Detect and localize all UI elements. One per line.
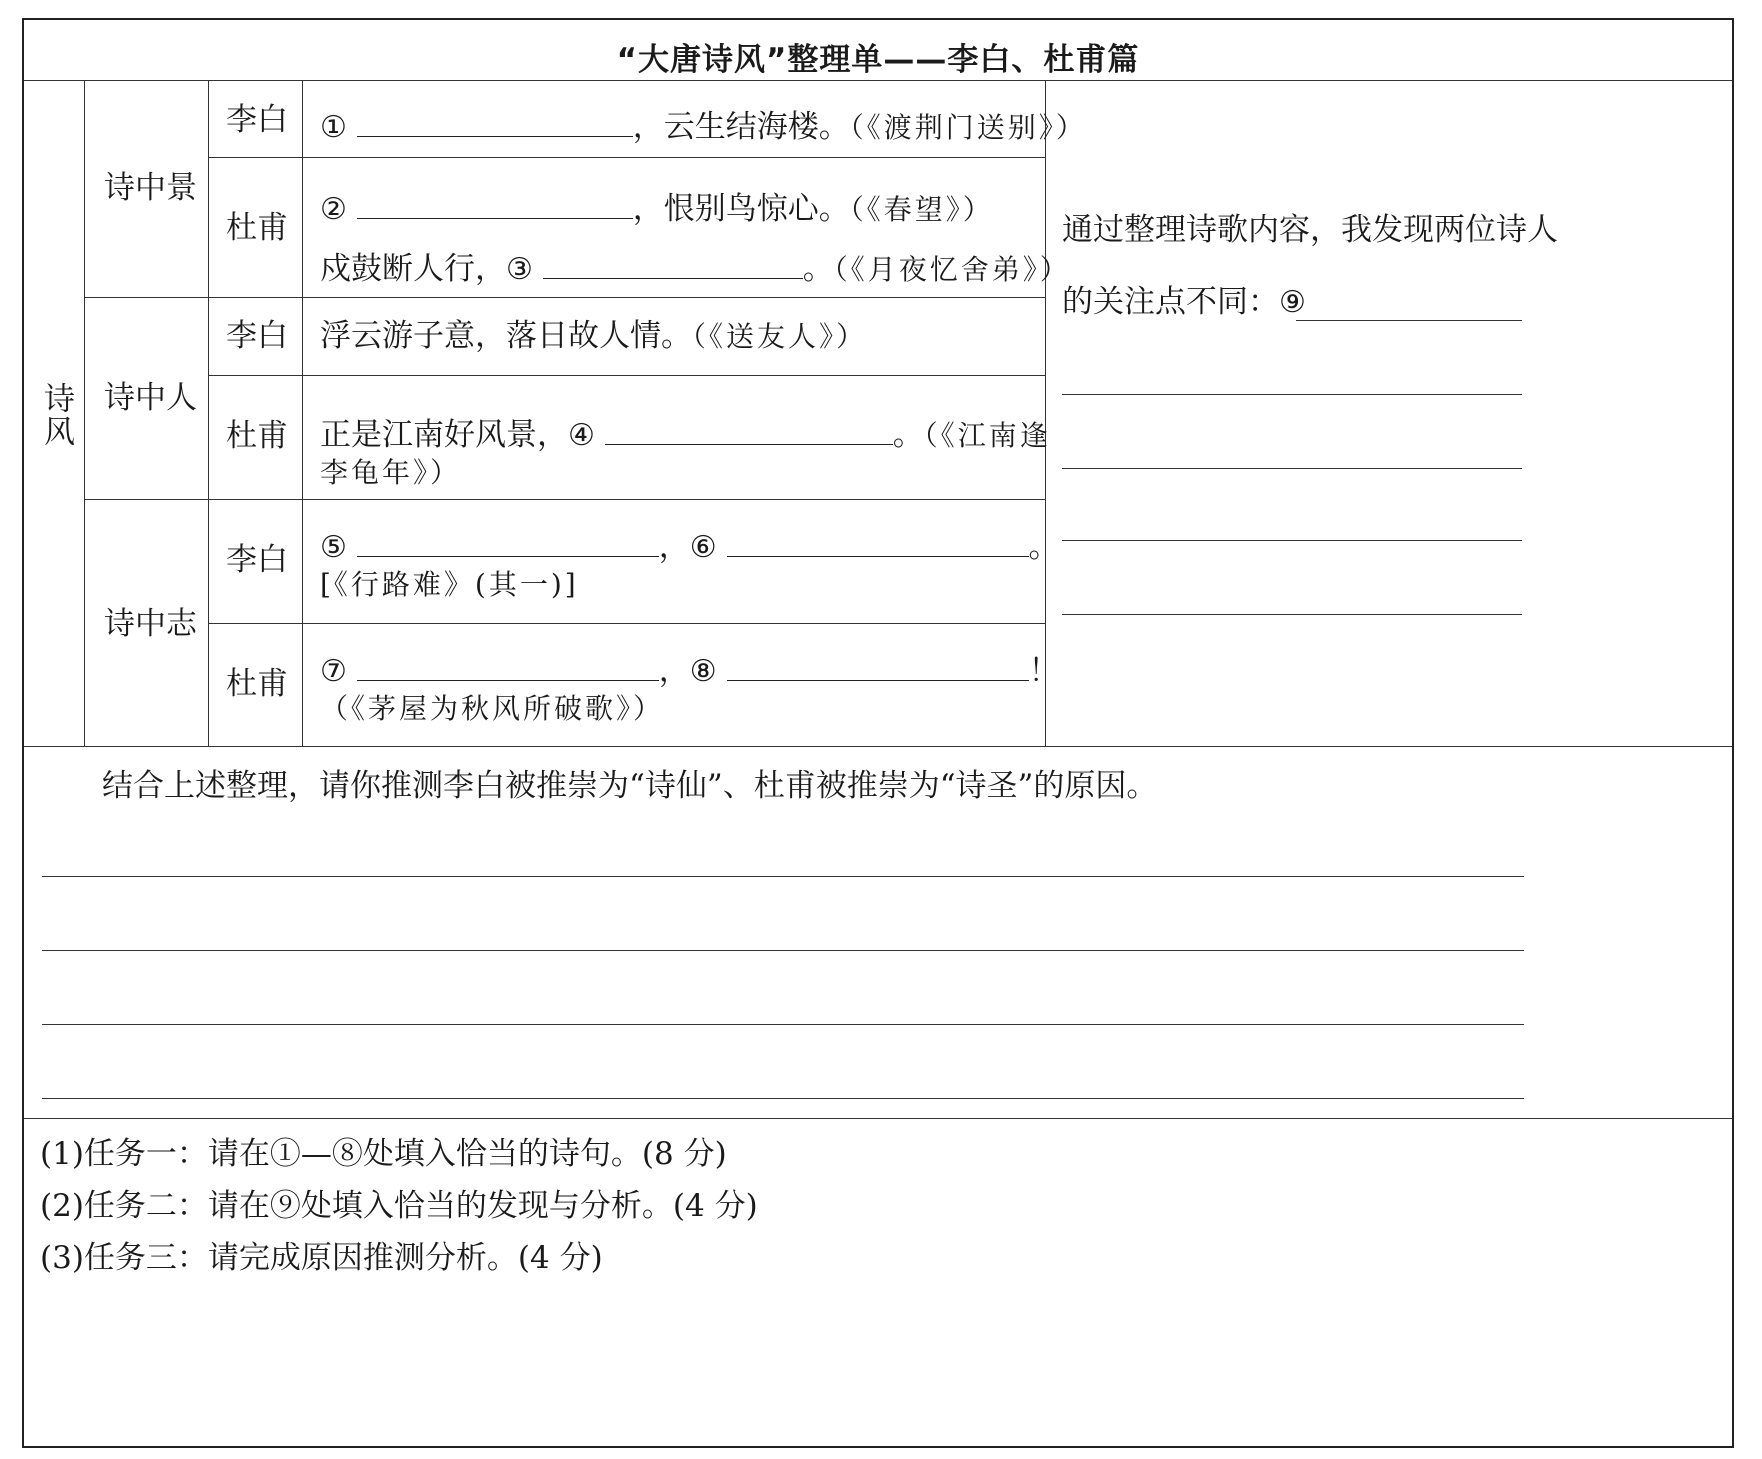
answer-line[interactable] bbox=[42, 1024, 1524, 1025]
answer-blank-6[interactable] bbox=[727, 528, 1029, 557]
answer-line[interactable] bbox=[1062, 540, 1522, 541]
column-divider bbox=[1045, 80, 1046, 746]
section-divider bbox=[84, 499, 1045, 500]
row-divider bbox=[208, 623, 1045, 624]
column-divider bbox=[208, 80, 209, 746]
question-text: 结合上述整理，请你推测李白被推崇为“诗仙”、杜甫被推崇为“诗圣”的原因。 bbox=[102, 768, 1158, 804]
verse-text: 。 bbox=[802, 251, 834, 287]
section-label-people: 诗中人 bbox=[104, 380, 197, 416]
poem-source-continued: 李龟年》） bbox=[320, 456, 462, 489]
blank-number: ① bbox=[320, 110, 347, 145]
table-bottom-divider bbox=[24, 746, 1732, 747]
row-li-scenery bbox=[320, 108, 1087, 146]
poet-label-du: 杜甫 bbox=[226, 418, 288, 454]
row-du-aspiration bbox=[320, 652, 1060, 690]
title-divider bbox=[24, 80, 1732, 81]
answer-blank-3[interactable] bbox=[543, 250, 803, 279]
row-divider bbox=[208, 157, 1045, 158]
answer-blank-8[interactable] bbox=[727, 652, 1029, 681]
right-prompt-line2 bbox=[1062, 284, 1306, 321]
verse-text: ，恨别鸟惊心。 bbox=[632, 191, 850, 227]
answer-blank-2[interactable] bbox=[357, 190, 633, 219]
worksheet-frame bbox=[22, 18, 1734, 1448]
blank-number: ③ bbox=[506, 252, 533, 287]
poet-label-li: 李白 bbox=[226, 102, 288, 138]
answer-line[interactable] bbox=[1062, 614, 1522, 615]
poet-label-du: 杜甫 bbox=[226, 210, 288, 246]
answer-line[interactable] bbox=[42, 950, 1524, 951]
answer-blank-5[interactable] bbox=[357, 528, 659, 557]
answer-blank-1[interactable] bbox=[357, 108, 633, 137]
blank-number: ⑥ bbox=[689, 530, 717, 565]
section-label-aspiration: 诗中志 bbox=[104, 606, 197, 642]
side-label-text: 诗风 bbox=[38, 382, 74, 448]
poet-label-du: 杜甫 bbox=[226, 666, 288, 702]
blank-number: ④ bbox=[568, 418, 595, 453]
verse-text: 。 bbox=[892, 417, 924, 453]
blank-number: ⑨ bbox=[1279, 285, 1306, 320]
blank-number: ⑤ bbox=[320, 530, 347, 565]
answer-line[interactable] bbox=[1062, 468, 1522, 469]
verse-text: 浮云游子意，落日故人情。 bbox=[320, 318, 692, 354]
worksheet-title: “大唐诗风”整理单——李白、杜甫篇 bbox=[616, 42, 1140, 78]
poem-source: （《江南逢 bbox=[923, 419, 1051, 452]
tasks-divider bbox=[24, 1118, 1732, 1119]
poem-source: [《行路难》(其一)] bbox=[320, 568, 579, 601]
verse-text: 正是江南好风景， bbox=[320, 417, 568, 453]
poem-source: （《渡荆门送别》） bbox=[849, 111, 1087, 144]
verse-text: ，云生结海楼。 bbox=[632, 109, 850, 145]
poem-source: （《春望》） bbox=[849, 193, 994, 226]
answer-blank-7[interactable] bbox=[357, 652, 659, 681]
column-divider bbox=[302, 80, 303, 746]
poem-source: （《月夜忆舍弟》） bbox=[833, 253, 1071, 286]
poet-label-li: 李白 bbox=[226, 318, 288, 354]
verse-text: ， bbox=[658, 653, 690, 689]
row-divider bbox=[208, 375, 1045, 376]
row-du-scenery-a bbox=[320, 190, 994, 228]
side-label bbox=[37, 382, 74, 448]
answer-line[interactable] bbox=[42, 1098, 1524, 1099]
blank-number: ② bbox=[320, 192, 347, 227]
row-li-people bbox=[320, 318, 867, 355]
right-prompt-text: 的关注点不同： bbox=[1062, 284, 1279, 320]
verse-text: 。 bbox=[1028, 529, 1060, 565]
poem-source: （《送友人》） bbox=[692, 320, 868, 353]
answer-line-9[interactable] bbox=[1296, 320, 1522, 321]
task-1: (1)任务一：请在①—⑧处填入恰当的诗句。(8 分) bbox=[40, 1136, 727, 1172]
verse-text: 戍鼓断人行， bbox=[320, 251, 506, 287]
right-prompt-line1: 通过整理诗歌内容，我发现两位诗人 bbox=[1062, 212, 1558, 248]
row-li-aspiration bbox=[320, 528, 1060, 566]
section-label-scenery: 诗中景 bbox=[104, 170, 197, 206]
column-divider bbox=[84, 80, 85, 746]
answer-blank-4[interactable] bbox=[605, 416, 893, 445]
poet-label-li: 李白 bbox=[226, 542, 288, 578]
blank-number: ⑧ bbox=[689, 654, 717, 689]
answer-line[interactable] bbox=[42, 876, 1524, 877]
row-du-people bbox=[320, 416, 1051, 454]
answer-line[interactable] bbox=[1062, 394, 1522, 395]
task-2: (2)任务二：请在⑨处填入恰当的发现与分析。(4 分) bbox=[40, 1188, 758, 1224]
task-3: (3)任务三：请完成原因推测分析。(4 分) bbox=[40, 1240, 603, 1276]
row-du-scenery-b bbox=[320, 250, 1071, 288]
poem-source: （《茅屋为秋风所破歌》） bbox=[320, 692, 665, 725]
verse-text: ， bbox=[658, 529, 690, 565]
section-divider bbox=[84, 297, 1045, 298]
verse-text: ！ bbox=[1028, 653, 1060, 689]
blank-number: ⑦ bbox=[320, 654, 347, 689]
